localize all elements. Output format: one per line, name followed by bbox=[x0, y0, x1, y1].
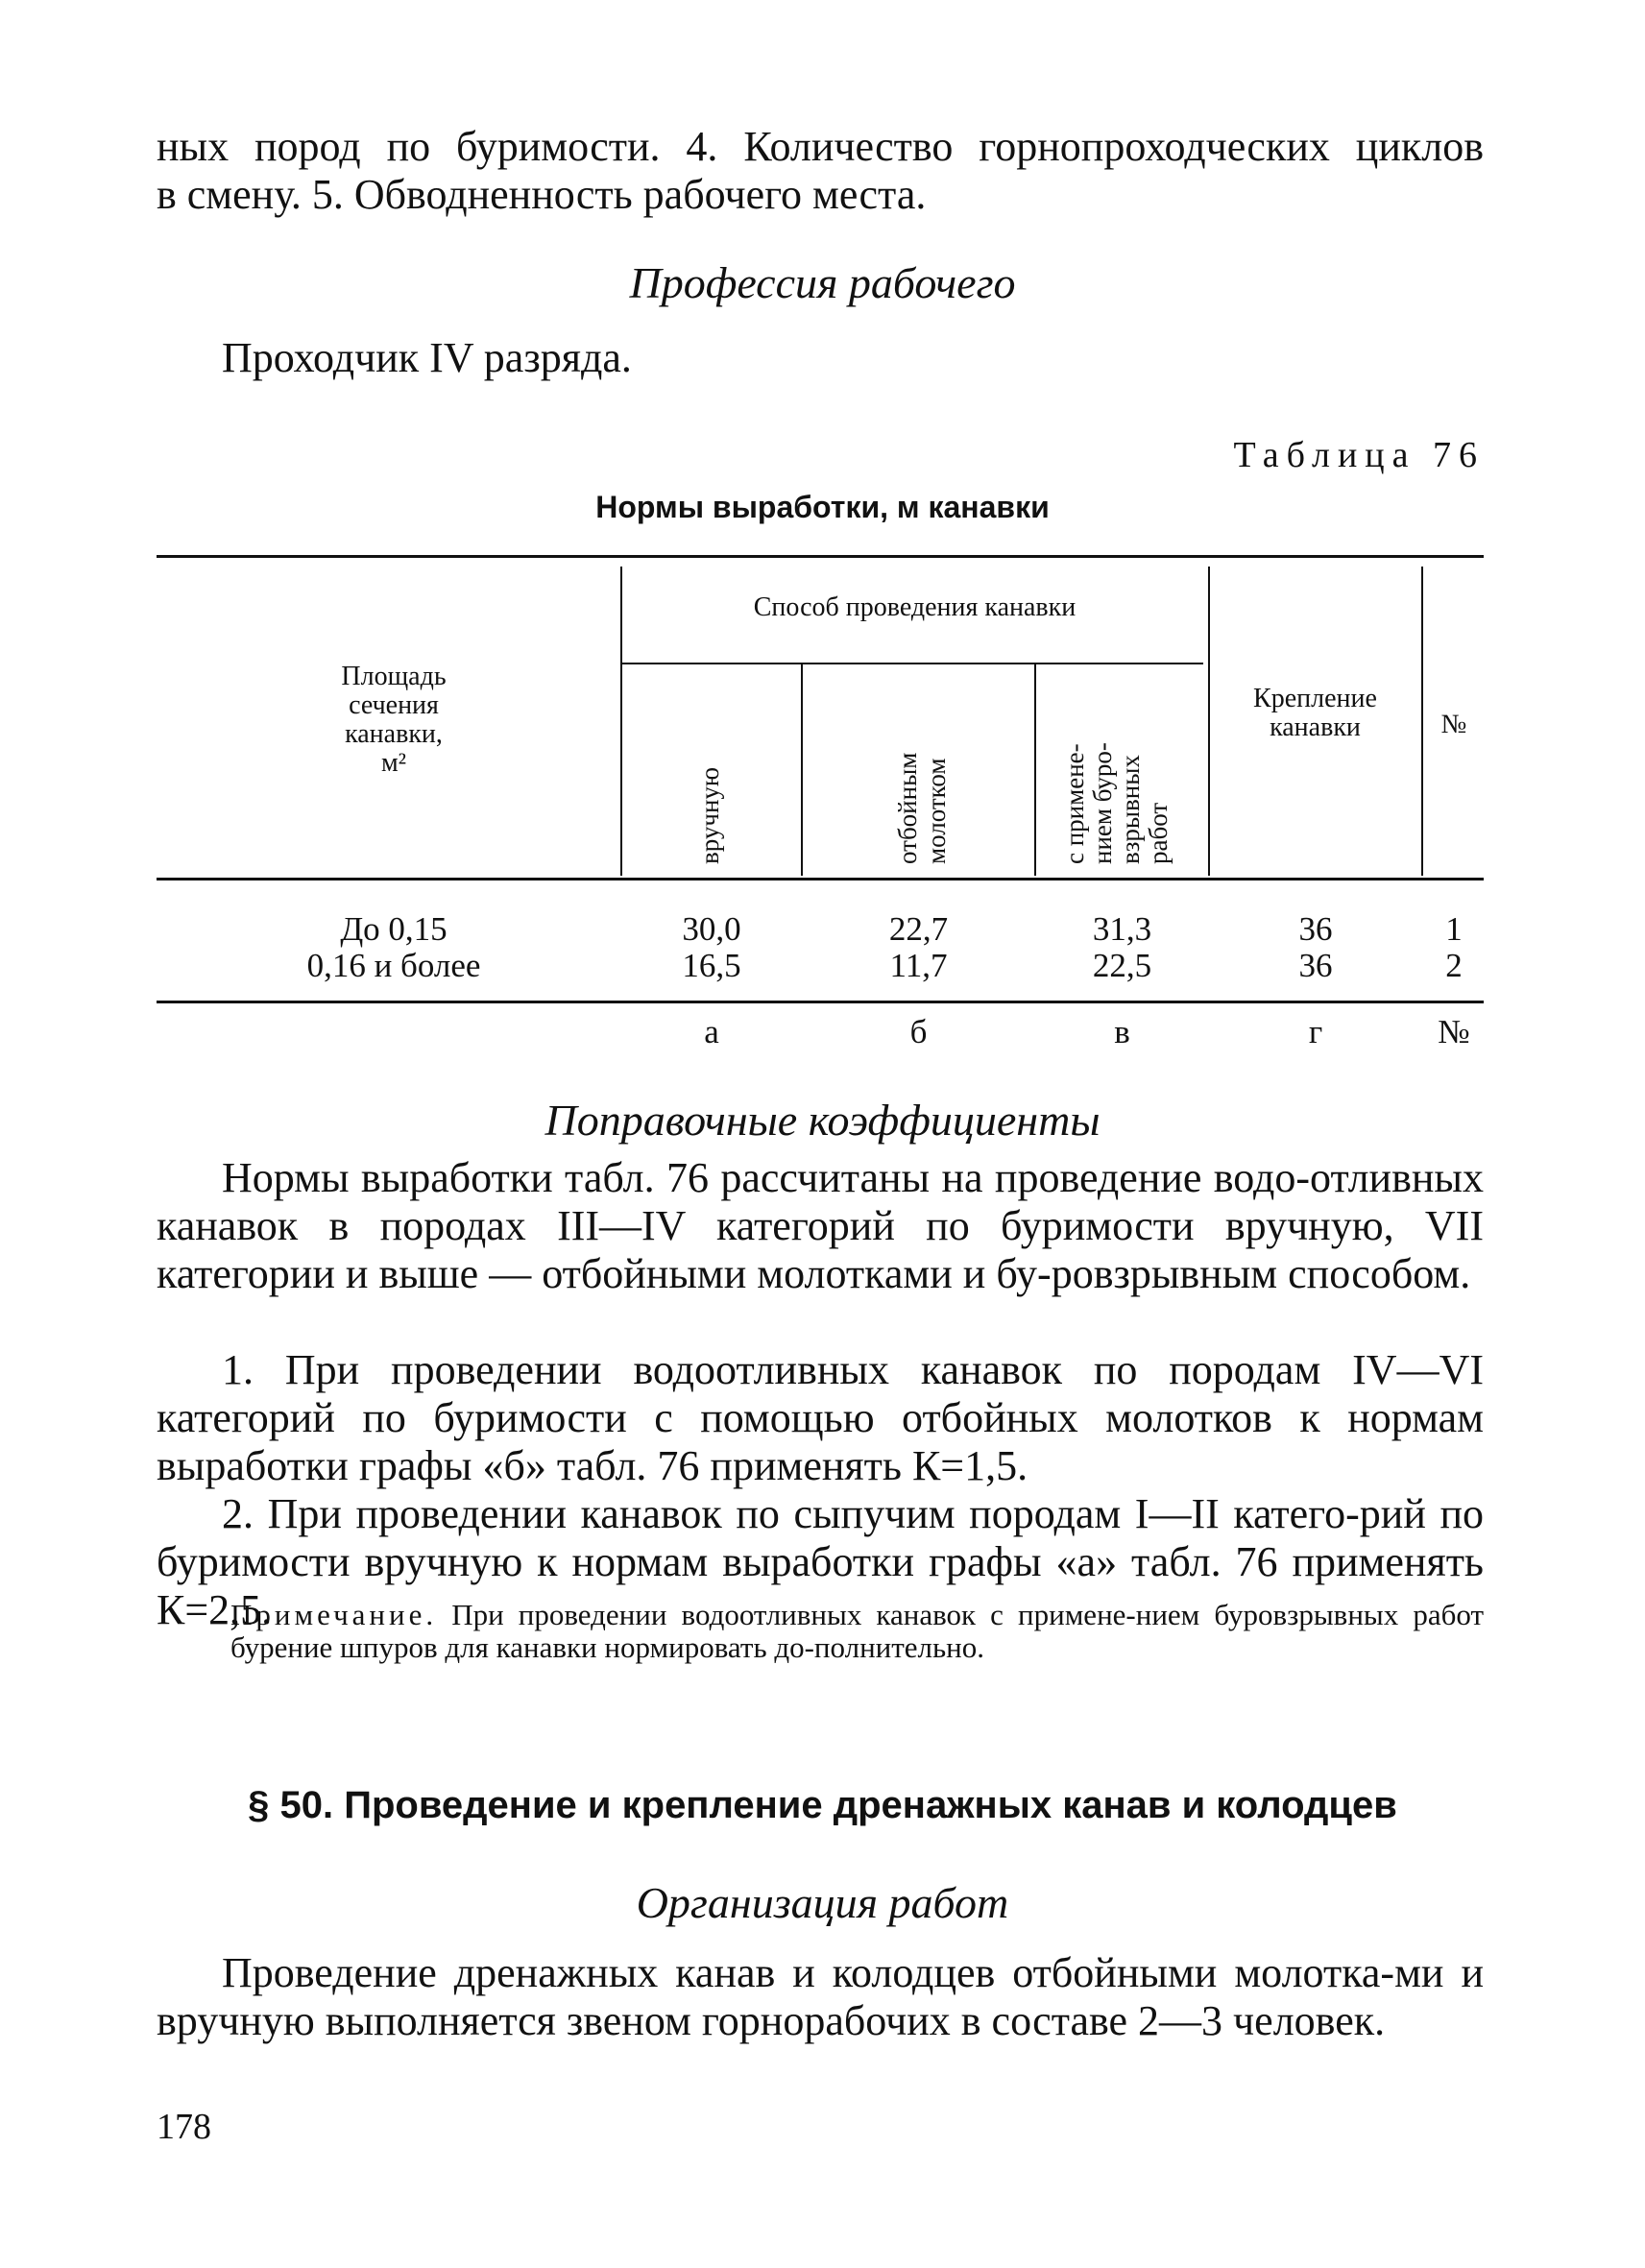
page-number: 178 bbox=[157, 2107, 211, 2147]
section-title: § 50. Проведение и крепление дренажных канав и колодцев bbox=[248, 1784, 1397, 1826]
table-vline-4 bbox=[1208, 567, 1210, 876]
profession-heading: Профессия рабочего bbox=[629, 258, 1016, 307]
header-blasting-line-4: работ bbox=[1144, 802, 1173, 864]
coefficients-paragraph-1: Нормы выработки табл. 76 рассчитаны на проведение водо-отливных канавок в породах III—IV категорий по буримости вручную, VII категории и выше — отбойными молотками и бу-ровзрывным способом. bbox=[157, 1154, 1484, 1297]
header-area-line-4: м² bbox=[380, 748, 407, 778]
row-1-hammer: 22,7 bbox=[888, 910, 949, 948]
intro-line-1: ных пород по буримости. 4. Количество горнопроходческих циклов bbox=[157, 123, 1484, 170]
header-hammer-line-1: отбойным bbox=[893, 752, 922, 864]
col-letter-d: г bbox=[1308, 1013, 1323, 1050]
coefficients-heading: Поправочные коэффициенты bbox=[544, 1096, 1101, 1145]
method-group-rule bbox=[622, 663, 1203, 664]
row-1-number: 1 bbox=[1445, 910, 1463, 948]
coefficients-paragraph-2: 1. При проведении водоотливных канавок по породам IV—VI категорий по буримости с помощью отбойных молотков к нормам выработки графы «б» табл. 76 применять К=1,5. bbox=[157, 1346, 1484, 1489]
col-letter-b: б bbox=[909, 1013, 928, 1050]
table-bottom-rule bbox=[157, 1001, 1484, 1003]
header-blasting-line-3: взрывных bbox=[1116, 755, 1145, 864]
row-2-blasting: 22,5 bbox=[1092, 947, 1152, 984]
header-blasting-line-2: нием буро- bbox=[1088, 742, 1117, 864]
row-1-blasting: 31,3 bbox=[1092, 910, 1152, 948]
header-area-line-2: сечения bbox=[349, 690, 439, 720]
row-2-support: 36 bbox=[1298, 947, 1333, 984]
header-method-group: Способ проведения канавки bbox=[753, 592, 1077, 622]
row-2-number: 2 bbox=[1445, 947, 1463, 984]
header-support-line-1: Крепление bbox=[1253, 684, 1377, 713]
col-letter-number: № bbox=[1438, 1013, 1470, 1050]
table-vline-1 bbox=[620, 567, 622, 876]
header-blasting-line-1: с примене- bbox=[1060, 743, 1089, 864]
row-1-support: 36 bbox=[1298, 910, 1333, 948]
row-1-area: До 0,15 bbox=[340, 910, 448, 948]
row-2-manual: 16,5 bbox=[682, 947, 741, 984]
table-header-rule bbox=[157, 878, 1484, 881]
note-label: Примечание. bbox=[230, 1598, 438, 1631]
table-vline-5 bbox=[1421, 567, 1423, 876]
profession-text: Проходчик IV разряда. bbox=[222, 334, 632, 381]
note-text: При проведении водоотливных канавок с примене-нием буровзрывных работ бурение шпуров для канавки нормировать до-полнительно. bbox=[230, 1598, 1484, 1664]
header-manual: вручную bbox=[695, 766, 724, 864]
header-area-line-3: канавки, bbox=[345, 719, 443, 749]
table-title: Нормы выработки, м канавки bbox=[595, 490, 1050, 524]
table-vline-2 bbox=[801, 664, 803, 876]
header-number: № bbox=[1440, 710, 1467, 739]
table-vline-3 bbox=[1034, 664, 1036, 876]
row-2-area: 0,16 и более bbox=[306, 947, 481, 984]
table-note bbox=[230, 1599, 1484, 1664]
header-hammer bbox=[893, 753, 951, 864]
header-support bbox=[1212, 685, 1418, 742]
header-hammer-line-2: молотком bbox=[922, 758, 951, 864]
header-area bbox=[192, 663, 595, 778]
row-1-manual: 30,0 bbox=[682, 910, 741, 948]
row-2-hammer: 11,7 bbox=[889, 947, 948, 984]
coefficients-paragraph-3: 2. При проведении канавок по сыпучим породам I—II катего-рий по буримости вручную к нормам выработки графы «а» табл. 76 применять К=2,5. bbox=[157, 1490, 1484, 1633]
table-top-rule bbox=[157, 555, 1484, 558]
intro-line-2: в смену. 5. Обводненность рабочего места. bbox=[157, 171, 927, 218]
header-support-line-2: канавки bbox=[1270, 712, 1361, 742]
col-letter-c: в bbox=[1114, 1013, 1130, 1050]
table-number: Таблица 76 bbox=[1233, 435, 1485, 475]
col-letter-a: а bbox=[704, 1013, 719, 1050]
organization-paragraph: Проведение дренажных канав и колодцев отбойными молотка-ми и вручную выполняется звеном горнорабочих в составе 2—3 человек. bbox=[157, 1949, 1484, 2044]
header-area-line-1: Площадь bbox=[341, 662, 447, 691]
organization-heading: Организация работ bbox=[636, 1878, 1009, 1927]
header-blasting bbox=[1061, 742, 1173, 864]
